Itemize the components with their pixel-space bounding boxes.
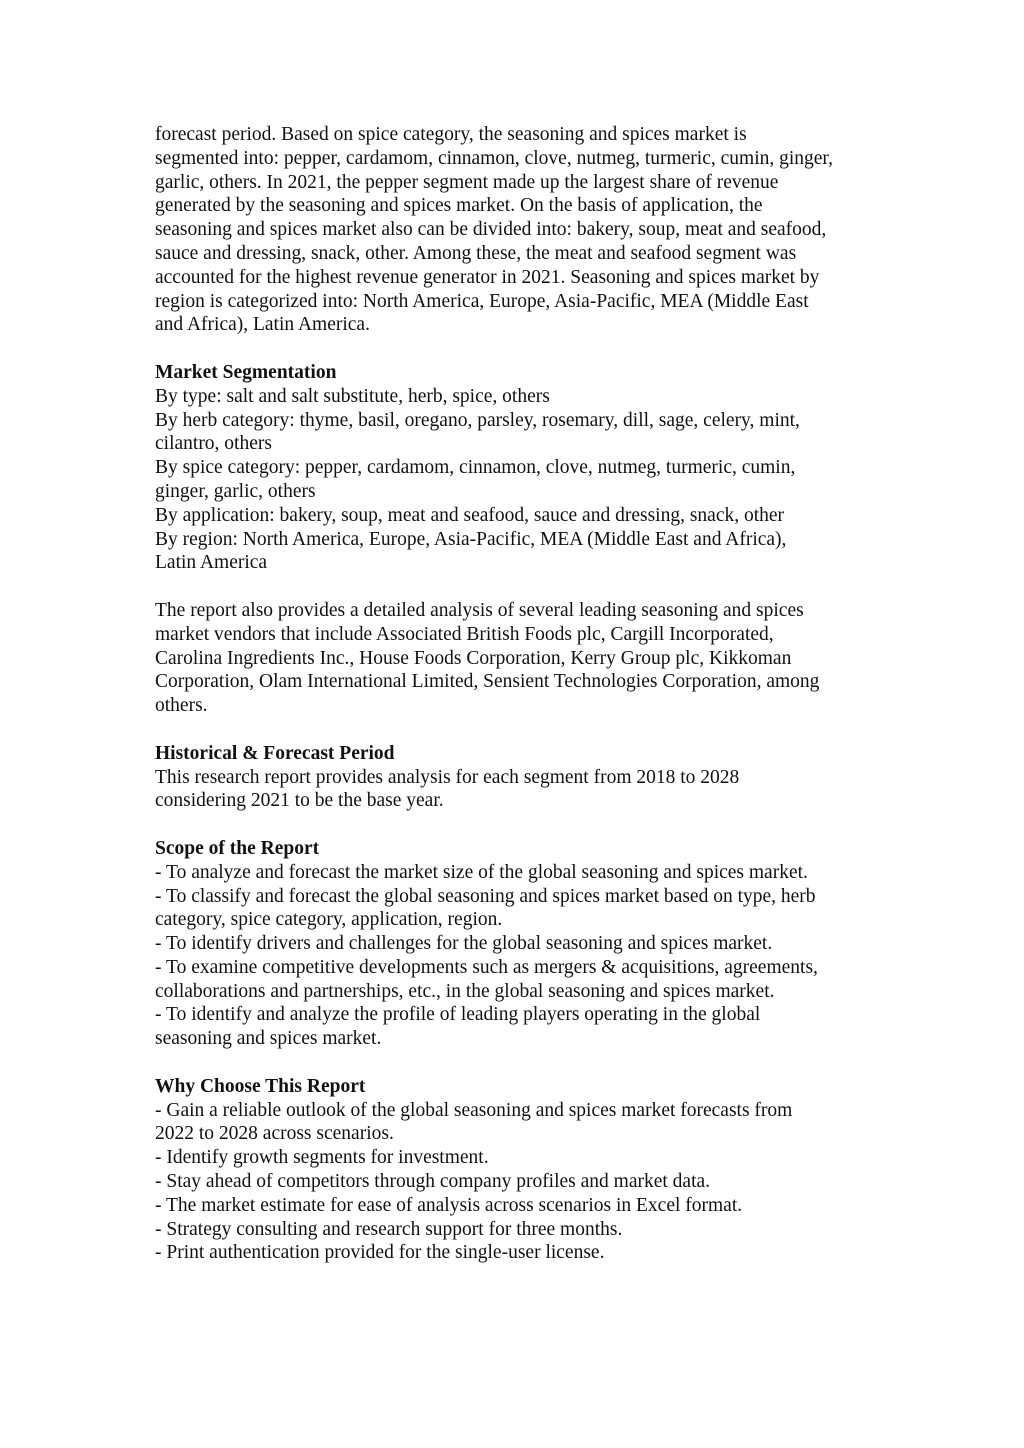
text-line: The report also provides a detailed analysis of several leading seasoning and spices [155,599,804,621]
text-line: - To analyze and forecast the market size of the global seasoning and spices market. [155,861,808,883]
text-line: others. [155,695,208,717]
text-line: region is categorized into: North America, Europe, Asia-Pacific, MEA (Middle East [155,290,809,312]
text-line: By application: bakery, soup, meat and seafood, sauce and dressing, snack, other [155,504,785,526]
text-line: Latin America [155,552,268,574]
text-line: By spice category: pepper, cardamom, cinnamon, clove, nutmeg, turmeric, cumin, [155,457,796,479]
text-line: and Africa), Latin America. [155,314,370,336]
text-line: garlic, others. In 2021, the pepper segment made up the largest share of revenue [155,171,779,193]
text-line: Corporation, Olam International Limited, Sensient Technologies Corporation, among [155,671,820,693]
text-line: - To identify drivers and challenges for the global seasoning and spices market. [155,933,773,955]
text-line: considering 2021 to be the base year. [155,790,444,812]
section-heading: Scope of the Report [155,837,320,859]
section-heading: Historical & Forecast Period [155,742,395,764]
text-line: - Identify growth segments for investment. [155,1147,489,1169]
why-choose-section [155,1075,895,1265]
text-line: market vendors that include Associated British Foods plc, Cargill Incorporated, [155,623,774,645]
text-line: - To identify and analyze the profile of leading players operating in the global [155,1004,761,1026]
text-line: category, spice category, application, region. [155,909,503,931]
text-line: By herb category: thyme, basil, oregano, parsley, rosemary, dill, sage, celery, mint, [155,409,800,431]
text-line: segmented into: pepper, cardamom, cinnamon, clove, nutmeg, turmeric, cumin, ginger, [155,147,834,169]
text-line: Carolina Ingredients Inc., House Foods Corporation, Kerry Group plc, Kikkoman [155,647,792,669]
text-line: - To classify and forecast the global seasoning and spices market based on type, herb [155,885,816,907]
historical-forecast-section [155,742,895,813]
text-line: cilantro, others [155,433,272,455]
intro-paragraph [155,123,895,337]
market-segmentation-section [155,361,895,575]
text-line: 2022 to 2028 across scenarios. [155,1123,394,1145]
text-line: generated by the seasoning and spices market. On the basis of application, the [155,195,763,217]
section-heading: Market Segmentation [155,361,337,383]
vendors-paragraph [155,599,895,718]
text-line: By region: North America, Europe, Asia-Pacific, MEA (Middle East and Africa), [155,528,787,550]
text-line: accounted for the highest revenue generator in 2021. Seasoning and spices market by [155,266,820,288]
text-line: By type: salt and salt substitute, herb, spice, others [155,385,550,407]
text-line: - Print authentication provided for the single-user license. [155,1242,605,1264]
text-line: collaborations and partnerships, etc., in the global seasoning and spices market. [155,980,775,1002]
text-line: - Strategy consulting and research support for three months. [155,1218,623,1240]
text-line: forecast period. Based on spice category, the seasoning and spices market is [155,124,747,145]
text-line: - To examine competitive developments such as mergers & acquisitions, agreements, [155,956,818,978]
text-line: seasoning and spices market. [155,1028,382,1050]
scope-section [155,837,895,1051]
text-line: sauce and dressing, snack, other. Among these, the meat and seafood segment was [155,242,797,264]
document-page [155,123,895,1289]
text-line: - The market estimate for ease of analysis across scenarios in Excel format. [155,1194,743,1216]
text-line: seasoning and spices market also can be divided into: bakery, soup, meat and seafood, [155,219,827,241]
section-heading: Why Choose This Report [155,1075,366,1097]
text-line: - Gain a reliable outlook of the global seasoning and spices market forecasts from [155,1099,793,1121]
text-line: This research report provides analysis for each segment from 2018 to 2028 [155,766,740,788]
text-line: ginger, garlic, others [155,480,316,502]
text-line: - Stay ahead of competitors through company profiles and market data. [155,1171,711,1193]
